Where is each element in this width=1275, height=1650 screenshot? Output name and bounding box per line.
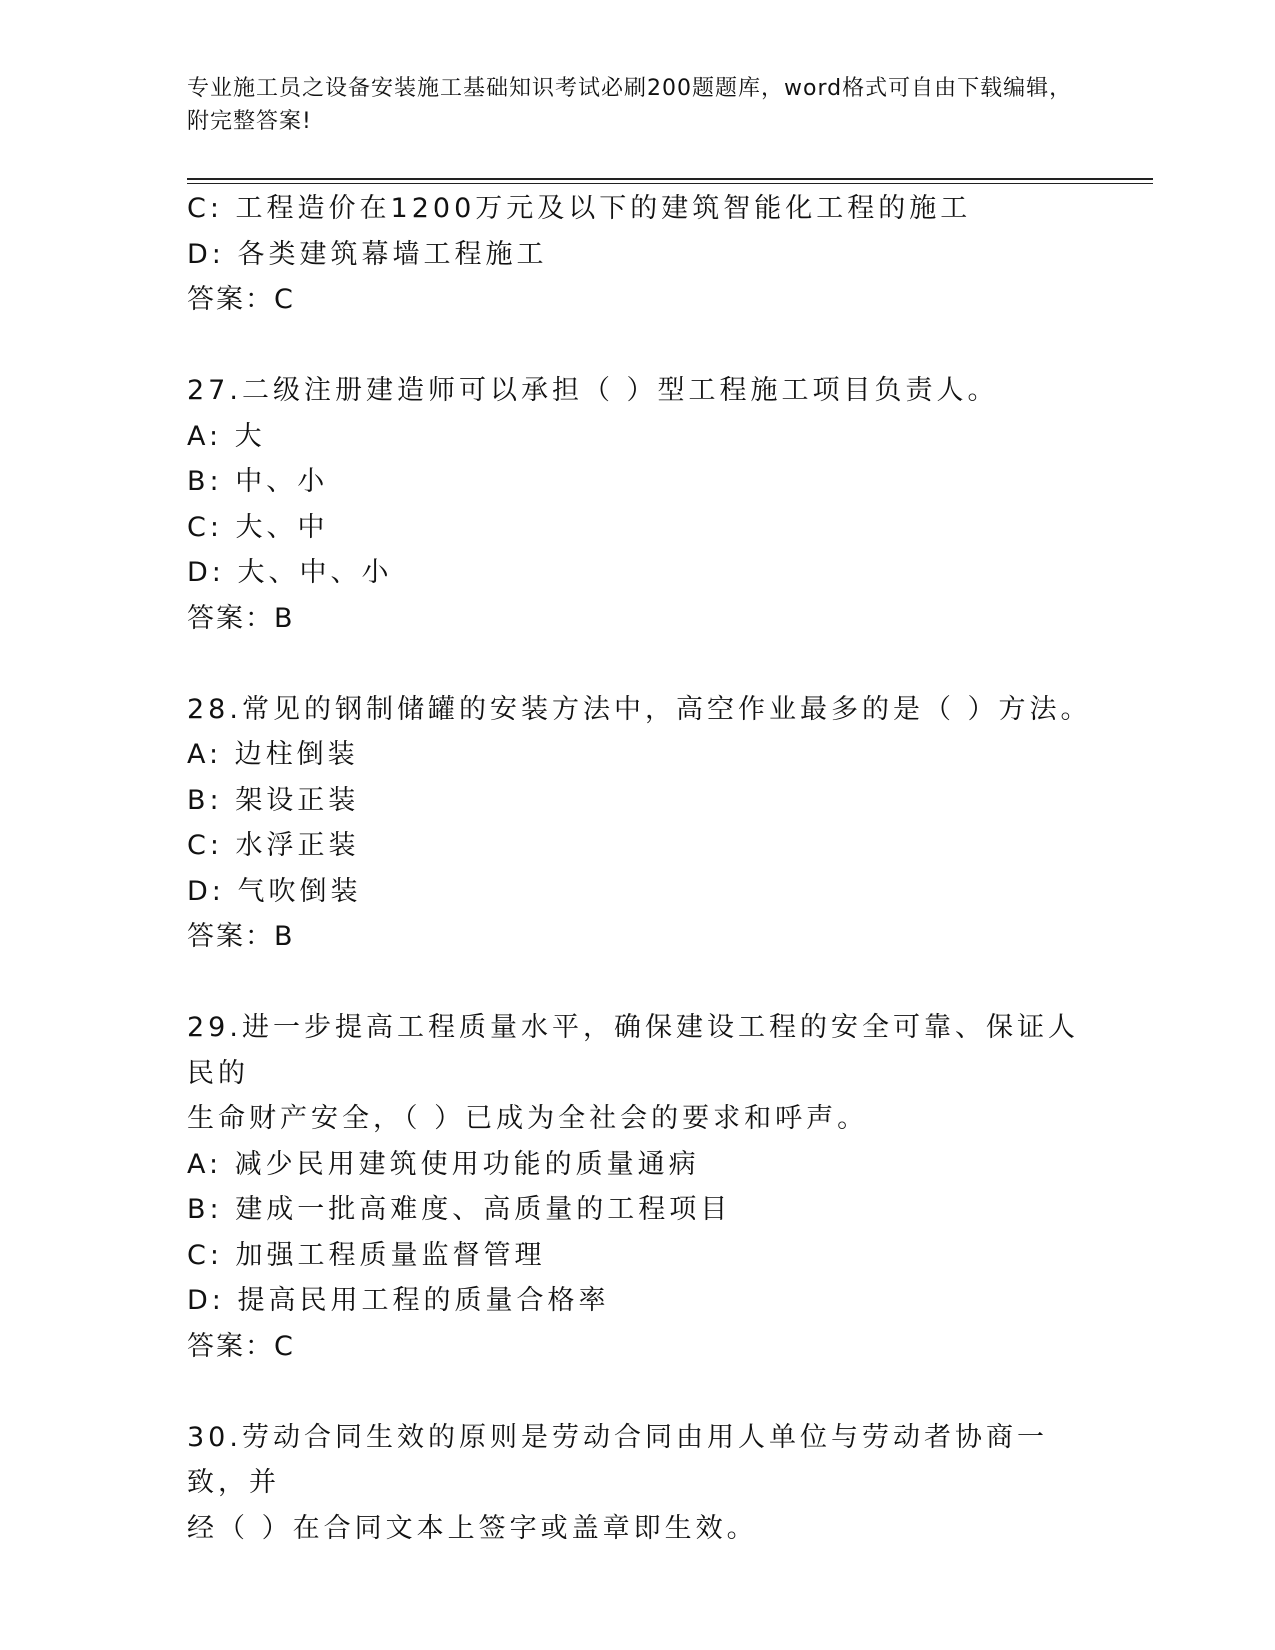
question-text-line-1: 29.进一步提高工程质量水平，确保建设工程的安全可靠、保证人民的: [187, 1012, 1079, 1089]
spacer: [187, 960, 1107, 1006]
header-divider-thick: [187, 178, 1153, 180]
option-c: C: 水浮正装: [187, 830, 360, 861]
option-a: A: 边柱倒装: [187, 739, 359, 770]
question-text: 27.二级注册建造师可以承担（ ）型工程施工项目负责人。: [187, 375, 999, 406]
answer: 答案：C: [187, 1330, 295, 1362]
question-text-line-2: 生命财产安全，（ ）已成为全社会的要求和呼声。: [187, 1103, 869, 1134]
answer: 答案：B: [187, 921, 295, 952]
header-divider-thin: [187, 183, 1153, 184]
option-d: D: 大、中、小: [187, 557, 393, 588]
spacer: [187, 641, 1107, 687]
option-a: A: 减少民用建筑使用功能的质量通病: [187, 1148, 700, 1180]
answer: 答案：B: [187, 602, 295, 634]
spacer: [187, 323, 1107, 369]
option-b: B: 中、小: [187, 466, 329, 497]
question-28: [187, 687, 1107, 960]
option-d: D: 提高民用工程的质量合格率: [187, 1285, 610, 1316]
option-b: B: 建成一批高难度、高质量的工程项目: [187, 1194, 732, 1225]
document-header: 专业施工员之设备安装施工基础知识考试必刷200题题库，word格式可自由下载编辑，附完整答案!: [187, 76, 1073, 134]
option-a: A: 大: [187, 420, 266, 452]
question-list: [187, 186, 1107, 1551]
option-d: D: 各类建筑幕墙工程施工: [187, 238, 548, 270]
question-text: 28.常见的钢制储罐的安装方法中，高空作业最多的是（ ）方法。: [187, 693, 1092, 725]
option-c: C: 大、中: [187, 511, 329, 543]
answer: 答案：C: [187, 284, 295, 315]
question-29: [187, 1005, 1107, 1369]
option-c: C: 加强工程质量监督管理: [187, 1239, 546, 1271]
question-27: [187, 368, 1107, 641]
question-30: [187, 1415, 1107, 1552]
spacer: [187, 1369, 1107, 1415]
question-26-continuation: [187, 186, 1107, 323]
option-c: C: 工程造价在1200万元及以下的建筑智能化工程的施工: [187, 193, 972, 224]
option-d: D: 气吹倒装: [187, 875, 362, 907]
question-text-line-1: 30.劳动合同生效的原则是劳动合同由用人单位与劳动者协商一致，并: [187, 1421, 1048, 1498]
question-text-line-2: 经（ ）在合同文本上签字或盖章即生效。: [187, 1512, 758, 1544]
option-b: B: 架设正装: [187, 784, 360, 816]
